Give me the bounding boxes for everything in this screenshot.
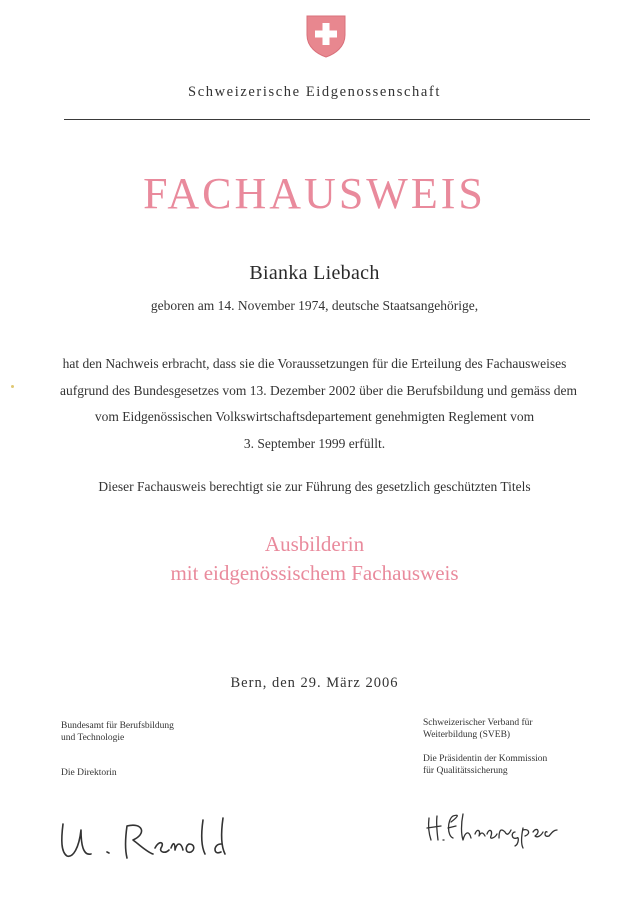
right-signatory-organization [423,717,533,741]
swiss-cross-shield-icon [304,13,348,59]
degree-title [0,530,629,588]
org-line: und Technologie [61,733,125,743]
left-handwritten-signature [55,810,245,880]
birth-line: geboren am 14. November 1974, deutsche Staatsangehörige, [150,298,479,313]
left-signatory-organization [61,720,174,744]
org-line: Bundesamt für Berufsbildung [61,721,174,731]
paragraph-line: 3. September 1999 erfüllt. [243,435,386,451]
place-and-date: Bern, den 29. März 2006 [230,675,399,691]
role-line: Die Präsidentin der Kommission [423,754,548,764]
certificate-title: FACHAUSWEIS [143,169,486,218]
left-signatory-role [61,767,117,779]
right-handwritten-signature [425,810,565,850]
issuer-heading: Schweizerische Eidgenossenschaft [188,84,441,100]
entitlement-line: Dieser Fachausweis berechtigt sie zur Führung des gesetzlich geschützten Titels [98,479,531,494]
org-line: Weiterbildung (SVEB) [423,730,511,740]
paper-speck [11,385,14,388]
paragraph-line: hat den Nachweis erbracht, dass sie die Voraussetzungen für die Erteilung des Fachausweises [62,356,567,371]
degree-line: Ausbilderin [264,532,365,556]
org-line: Schweizerischer Verband für [423,718,533,728]
paragraph-line: vom Eidgenössischen Volkswirtschaftsdepartement genehmigten Reglement vom [94,409,535,424]
header-divider [64,119,590,120]
role-line: für Qualitätssicherung [423,766,508,776]
degree-line: mit eidgenössischem Fachausweis [170,561,459,585]
paragraph-line: aufgrund des Bundesgesetzes vom 13. Dezember 2002 über die Berufsbildung und gemäss dem [60,382,578,398]
role-line: Die Direktorin [61,768,117,778]
certification-paragraph [60,351,578,457]
holder-name: Bianka Liebach [249,262,380,284]
right-signatory-role [423,753,547,777]
